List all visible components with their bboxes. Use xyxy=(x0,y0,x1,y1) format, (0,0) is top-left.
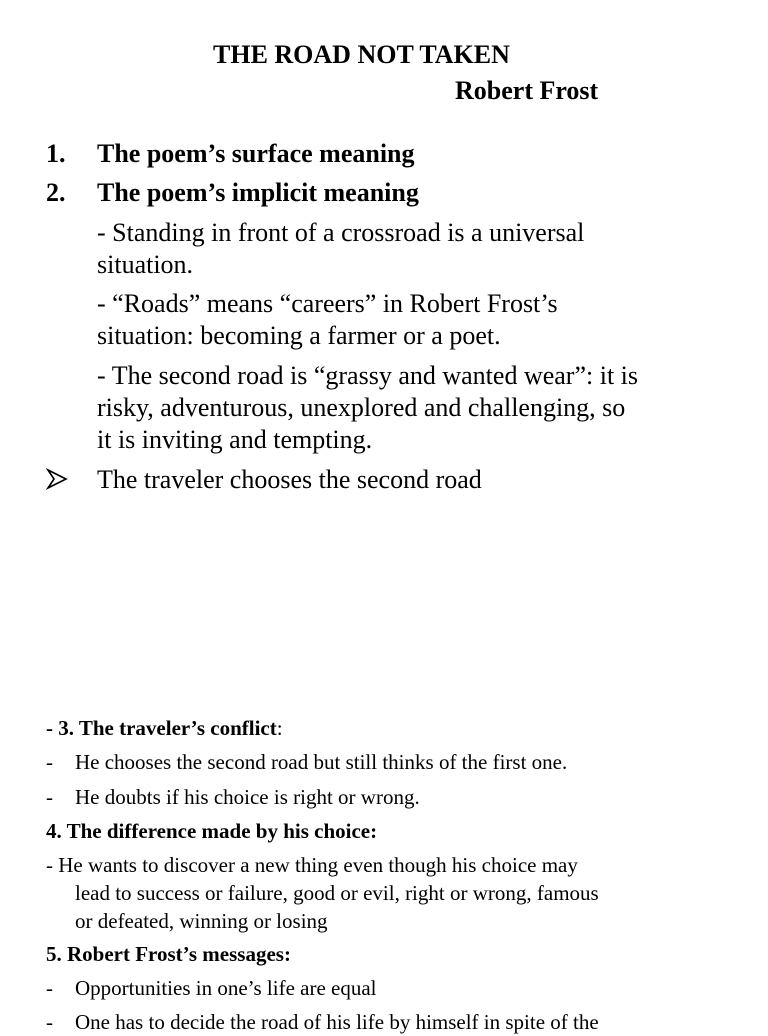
conflict-item xyxy=(0,783,768,811)
point-line: - “Roads” means “careers” in Robert Frost’s xyxy=(97,289,558,318)
author-name: Robert Frost xyxy=(455,76,599,105)
dash-bullet: - xyxy=(46,1010,53,1034)
point-roads-careers xyxy=(97,288,737,352)
point-crossroad xyxy=(97,217,737,281)
section-1-label: The poem’s surface meaning xyxy=(97,139,415,168)
point-line: risky, adventurous, unexplored and challenging, so xyxy=(97,393,626,422)
dash-bullet: - xyxy=(46,750,53,774)
conflict-item xyxy=(0,748,768,776)
conclusion-text: The traveler chooses the second road xyxy=(97,465,482,494)
section-2-number: 2. xyxy=(46,178,66,207)
message-item-text: One has to decide the road of his life by himself in spite of the xyxy=(75,1010,599,1034)
conflict-item-text: He chooses the second road but still thinks of the first one. xyxy=(75,750,568,774)
point-line: it is inviting and tempting. xyxy=(97,425,373,454)
point-line: situation. xyxy=(97,250,194,279)
difference-heading: 4. The difference made by his choice: xyxy=(46,819,378,843)
section-2-label: The poem’s implicit meaning xyxy=(97,178,419,207)
conclusion-row xyxy=(0,464,768,496)
conflict-item-text: He doubts if his choice is right or wrong. xyxy=(75,785,420,809)
dash-bullet: - xyxy=(46,976,53,1000)
page-title: THE ROAD NOT TAKEN xyxy=(213,40,510,69)
arrow-bullet-icon xyxy=(46,468,68,490)
conflict-heading-label: - 3. The traveler’s conflict xyxy=(46,716,277,740)
messages-heading: 5. Robert Frost’s messages: xyxy=(46,942,291,966)
conflict-heading xyxy=(46,714,283,742)
message-item-text: Opportunities in one’s life are equal xyxy=(75,976,377,1000)
difference-line: or defeated, winning or losing xyxy=(75,909,328,933)
message-item xyxy=(0,974,768,1002)
section-2-heading xyxy=(0,177,768,209)
point-line: situation: becoming a farmer or a poet. xyxy=(97,321,501,350)
point-line: - The second road is “grassy and wanted wear”: it is xyxy=(97,361,639,390)
section-1-number: 1. xyxy=(46,139,66,168)
dash-bullet: - xyxy=(46,785,53,809)
conflict-heading-colon: : xyxy=(276,716,283,740)
section-1-heading xyxy=(0,138,768,170)
point-second-road xyxy=(97,360,737,456)
difference-line: - He wants to discover a new thing even though his choice may xyxy=(46,853,578,877)
point-line: - Standing in front of a crossroad is a universal xyxy=(97,218,585,247)
message-item xyxy=(0,1008,768,1036)
difference-paragraph xyxy=(0,851,768,935)
difference-line: lead to success or failure, good or evil, right or wrong, famous xyxy=(75,881,599,905)
